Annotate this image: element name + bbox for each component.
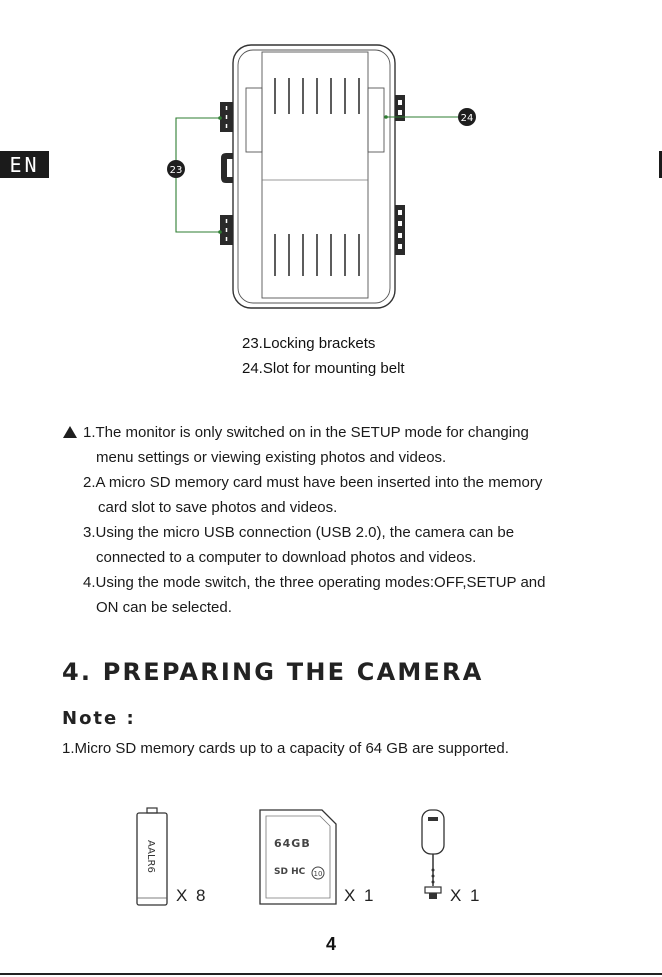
locking-bracket-top: [220, 102, 233, 132]
side-panel-left: [246, 88, 262, 152]
section-heading: 4. PREPARING THE CAMERA: [62, 658, 484, 686]
note-1-line-1: 1.The monitor is only switched on in the SETUP mode for changing: [83, 424, 529, 441]
page-number: 4: [325, 934, 336, 954]
label-locking-brackets: 23.Locking brackets: [242, 335, 376, 352]
lower-grip-ribs: [275, 234, 359, 276]
callout-24-badge: [458, 108, 476, 126]
note-4-line-2: ON can be selected.: [96, 599, 232, 616]
upper-grip-ribs: [275, 78, 359, 114]
label-mounting-slot: 24.Slot for mounting belt: [242, 360, 405, 377]
usb-cable-quantity: X 1: [450, 886, 482, 905]
locking-bracket-bottom: [220, 215, 233, 245]
sd-card-quantity: X 1: [344, 886, 376, 905]
sd-card-icon: [260, 810, 336, 904]
battery-label: AALR6: [145, 840, 156, 873]
sd-card-logo: SD HC: [274, 867, 306, 877]
belt-slot-bottom: [395, 205, 405, 255]
side-panel-right: [368, 88, 384, 152]
note-3-line-2: connected to a computer to download photos and videos.: [96, 549, 477, 566]
back-plate: [262, 52, 368, 298]
camera-housing-outer: [233, 45, 395, 308]
callout-24-number: 24: [460, 113, 474, 124]
note-2-line-2: card slot to save photos and videos.: [98, 499, 338, 516]
callout-23-badge: [167, 160, 185, 178]
note-title: Note :: [62, 708, 136, 729]
note-capacity-line: 1.Micro SD memory cards up to a capacity of 64 GB are supported.: [62, 740, 509, 757]
sd-card-class: 10: [313, 870, 323, 878]
battery-icon: [137, 808, 167, 905]
latch-handle: [221, 153, 233, 183]
battery-quantity: X 8: [176, 886, 208, 905]
language-tab-label: EN: [9, 152, 40, 177]
note-3-line-1: 3.Using the micro USB connection (USB 2.0), the camera can be: [83, 524, 515, 541]
bottom-rule: [0, 973, 662, 975]
callout-23-number: 23: [169, 165, 183, 176]
sd-card-capacity: 64GB: [274, 837, 311, 850]
camera-back-diagram: [0, 0, 662, 320]
note-1-line-2: menu settings or viewing existing photos and videos.: [96, 449, 447, 466]
usb-cable-icon: [422, 810, 444, 899]
note-4-line-1: 4.Using the mode switch, the three operating modes:OFF,SETUP and: [83, 574, 546, 591]
note-2-line-1: 2.A micro SD memory card must have been inserted into the memory: [83, 474, 543, 491]
warning-triangle-icon: [62, 425, 78, 439]
